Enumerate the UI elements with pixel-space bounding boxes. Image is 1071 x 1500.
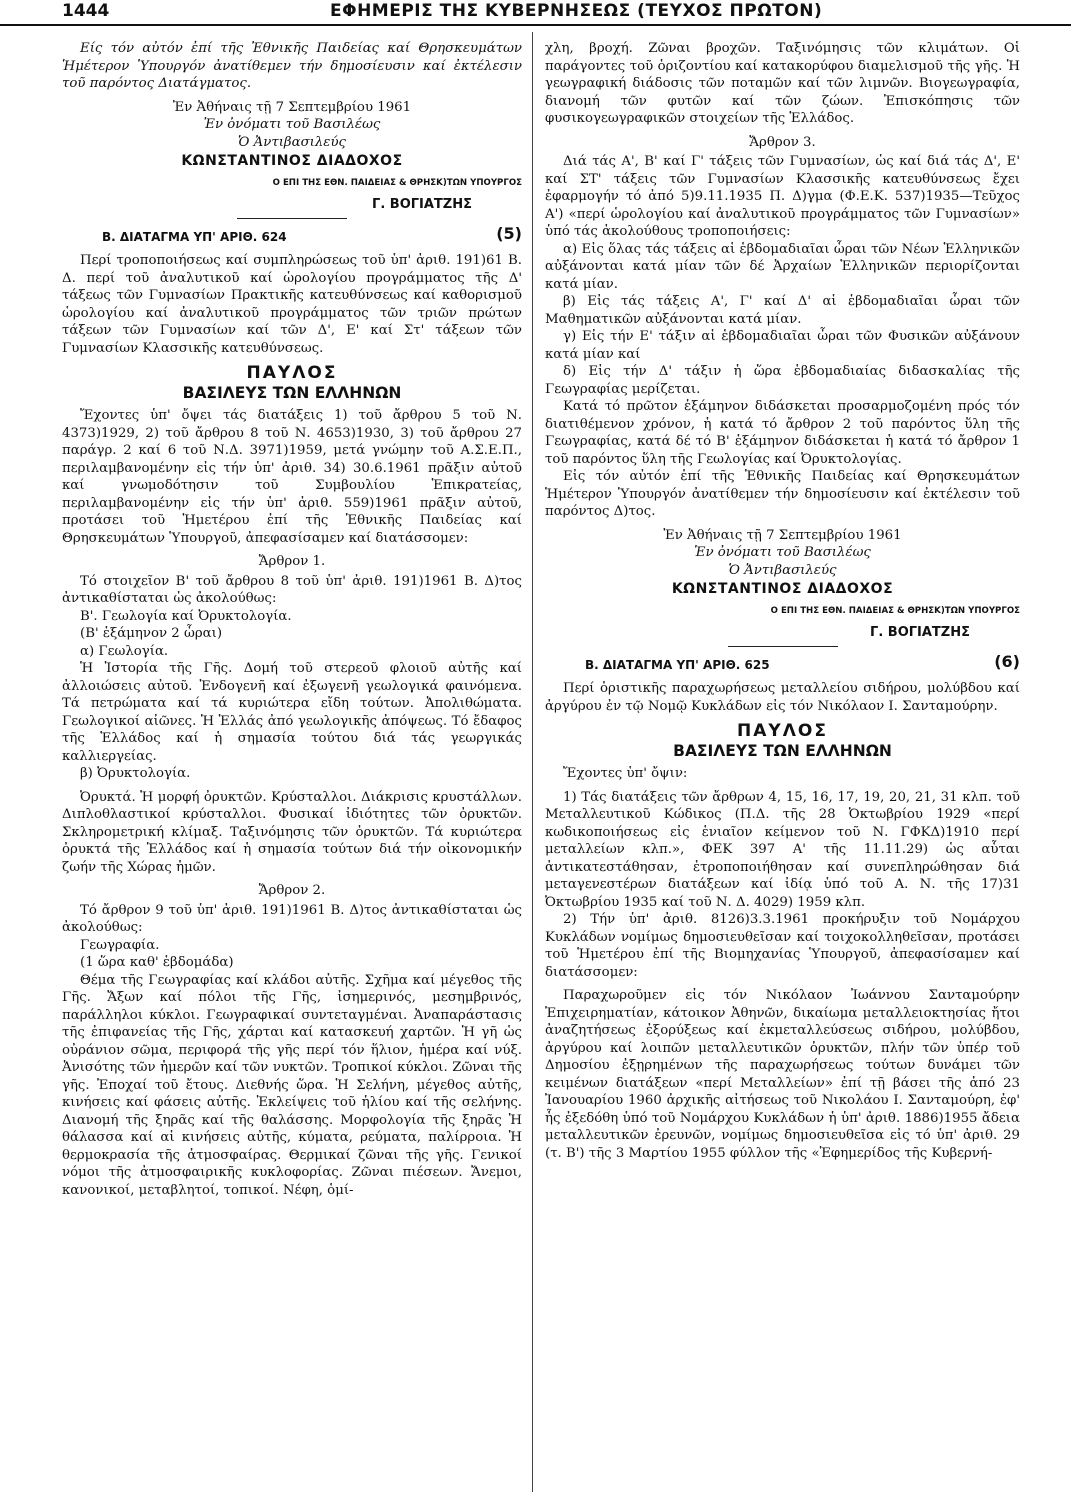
preamble: Ἔχοντες ὑπ' ὄψει τάς διατάξεις 1) τοῦ ἄρθρου 5 τοῦ Ν. 4373)1929, 2) τοῦ ἄρθρου 8 τοῦ Ν. 4653)1930, 3) τοῦ ἄρθρου 27 παράγρ. 2 καί 6 τοῦ Ν.Δ. 3971)1959, μετά γνώμην τοῦ Α.Σ.Ε.Π., περιλαμβανομένην εἰς τήν ὑπ' ἀριθ. 34) 30.6.1961 πρᾶξιν αὐτοῦ καί γνωμοδότησιν τοῦ Συμβουλίου Ἐπικρατείας, περιλαμβανομένην εἰς τήν ὑπ' ἀριθ. 559)1961 πρᾶξιν αὐτοῦ, προτάσει τοῦ Ἡμετέρου ἐπί τῆς Ἐθνικῆς Παιδείας καί Θρησκευμάτων Ὑπουργοῦ, ἀπεφασίσαμεν καί διατάσσομεν: [62, 408, 522, 546]
regent-name-2: ΚΩΝΣΤΑΝΤΙΝΟΣ ΔΙΑΔΟΧΟΣ [671, 581, 894, 597]
king-name: ΠΑΥΛΟΣ [246, 363, 338, 383]
regard-2: 2) Τήν ὑπ' ἀριθ. 8126)3.3.1961 προκήρυξιν τοῦ Νομάρχου Κυκλάδων νομίμως δημοσιευθεῖσαν καί τοιχοκολληθεῖσαν, προτάσει τοῦ Ἡμετέρου ἐπί τῆς Βιομηχανίας Ὑπουργοῦ, ἀπεφασίσαμεν καί διατάσσομεν: [545, 912, 1020, 980]
continued-text: χλη, βροχή. Ζῶναι βροχῶν. Ταξινόμησις τῶν κλιμάτων. Οἱ παράγοντες τοῦ ὁριζοντίου καί κατακορύφου διαμελισμοῦ τῆς γῆς. Ἡ γεωγραφική διάδοσις τῶν ποταμῶν καί τῶν λιμνῶν. Βιογεωγραφία, διανομή τῶν φυτῶν καί τῶν ζώων. Ἐπισκόπησις τῶν φυσικογεωγραφικῶν στοιχείων τῆς Ἑλλάδος. [545, 41, 1020, 126]
article-3-text: Διά τάς Α', Β' καί Γ' τάξεις τῶν Γυμνασίων, ὡς καί διά τάς Δ', Ε' καί ΣΤ' τάξεις τῶν Γυμνασίων Κλασσικῆς κατευθύνσεως ἔχει ἐφαρμογήν τό ἀπό 5)9.11.1935 Π. Δ)γμα (Φ.Ε.Κ. 537)1935—Τεῦχος Α') «περί ὡρολογίου καί ἀναλυτικοῦ προγράμματος τῶν Γυμνασίων» ὑπό τάς ἀκολούθους τροποποιήσεις: [545, 154, 1020, 239]
decree-subject-2: Περί ὁριστικῆς παραχωρήσεως μεταλλείου σιδήρου, μολύβδου καί ἀργύρου ἐν τῷ Νομῷ Κυκλάδων εἰς τόν Νικόλαον Ι. Σανταμούρην. [545, 681, 1020, 714]
regard-1: 1) Τάς διατάξεις τῶν ἄρθρων 4, 15, 16, 17, 19, 20, 21, 31 κλπ. τοῦ Μεταλλευτικοῦ Κώδικος (Π.Δ. τῆς 28 Ὀκτωβρίου 1929 «περί κωδικοποιήσεως εἰς ἑνιαῖον κείμενον τοῦ Ν. ΓΦΚΔ)1910 περί μεταλλείων κλπ.», ΦΕΚ 397 Α' τῆς 11.11.29) ὡς αὗται ἀντικατεστάθησαν, ἐτροποποιήθησαν καί συνεπληρώθησαν διά μεταγενεστέρων διατάξεων καί ἰδίᾳ ὑπό τοῦ Α. Ν. τῆς 17)31 Ὀκτωβρίου 1935 καί τοῦ Ν. Δ. 4029) 1959 κλπ. [545, 789, 1020, 910]
left-column [62, 40, 522, 1199]
minister-title: Ο ΕΠΙ ΤΗΣ ΕΘΝ. ΠΑΙΔΕΙΑΣ & ΘΡΗΣΚ)ΤΩΝ ΥΠΟΥΡΓΟΣ [272, 177, 522, 188]
minister-name-2: Γ. ΒΟΓΙΑΤΖΗΣ [870, 625, 970, 640]
execution-clause: Εἰς τόν αὐτόν ἐπί τῆς Ἐθνικῆς Παιδείας καί Θρησκευμάτων Ἡμέτερον Ὑπουργόν ἀνατίθεμεν τήν δημοσίευσιν καί ἐκτέλεσιν τοῦ παρόντος Δ)τος. [545, 469, 1020, 519]
amendment-a: α) Εἰς ὅλας τάς τάξεις αἱ ἑβδομαδιαῖαι ὧραι τῶν Νέων Ἑλληνικῶν αὐξάνονται κατά μίαν τῶν δέ Ἀρχαίων Ἑλληνικῶν περιορίζονται κατά μίαν. [545, 241, 1020, 292]
article-1-geology: α) Γεωλογία. [80, 643, 169, 659]
grant-paragraph: Παραχωροῦμεν εἰς τόν Νικόλαον Ἰωάννου Σανταμούρην Ἐπιχειρηματίαν, κάτοικον Ἀθηνῶν, δικαίωμα μεταλλειοκτησίας ἤτοι ἀναζητήσεως ἐξορύξεως καί ἐκμεταλλεύσεως σιδήρου, μολύβδου, ἀργύρου καί λοιπῶν μεταλλευτικῶν ὀρυκτῶν, πλήν τῶν ὑπέρ τοῦ Δημοσίου ἐξῃρημένων τῆς παραχωρήσεως τούτων δυνάμει τῶν κειμένων διατάξεων «περί Μεταλλείων» ἐπί τῇ βάσει τῆς ἀπό 23 Ἰανουαρίου 1960 ἀρχικῆς αἰτήσεως τοῦ Νικολάου Ι. Σανταμούρη, ἐφ' ἧς ἐξεδόθη ὑπό τοῦ Νομάρχου Κυκλάδων ἡ ὑπ' ἀριθ. 1886)1955 ἄδεια μεταλλευτικῶν ἐρευνῶν, νομίμως δημοσιευθεῖσα εἰς τό ὑπ' ἀριθ. 29 (τ. Β') τῆς 3 Μαρτίου 1955 φύλλον τῆς «Ἐφημερίδος τῆς Κυβερνή- [545, 988, 1020, 1161]
article-1-heading: Ἄρθρον 1. [258, 554, 326, 569]
decree-number-2: (6) [994, 651, 1020, 671]
amendment-b: β) Εἰς τάς τάξεις Α', Γ' καί Δ' αἱ ἑβδομαδιαῖαι ὧραι τῶν Μαθηματικῶν αὐξάνονται κατά μίαν. [545, 294, 1020, 327]
minister-title-2: Ο ΕΠΙ ΤΗΣ ΕΘΝ. ΠΑΙΔΕΙΑΣ & ΘΡΗΣΚ)ΤΩΝ ΥΠΟΥΡΓΟΣ [770, 605, 1020, 616]
article-1-subject: Β'. Γεωλογία καί Ὀρυκτολογία. [80, 608, 292, 624]
signing-date-2: Ἐν Ἀθήναις τῇ 7 Σεπτεμβρίου 1961 [663, 527, 902, 543]
minister-name: Γ. ΒΟΓΙΑΤΖΗΣ [372, 197, 472, 212]
article-1-semester: (Β' ἑξάμηνον 2 ὧραι) [80, 626, 223, 641]
article-3-heading: Ἄρθρον 3. [749, 134, 816, 150]
king-title: ΒΑΣΙΛΕΥΣ ΤΩΝ ΕΛΛΗΝΩΝ [182, 384, 402, 402]
page-header [0, 0, 1071, 26]
running-head: ΕΦΗΜΕΡΙΣ ΤΗΣ ΚΥΒΕΡΝΗΣΕΩΣ (ΤΕΥΧΟΣ ΠΡΩΤΟΝ) [330, 1, 823, 21]
separator-rule-2 [728, 646, 838, 647]
right-column [545, 40, 1020, 1162]
decree-subject: Περί τροποποιήσεως καί συμπληρώσεως τοῦ ὑπ' ἀριθ. 191)61 Β. Δ. περί τοῦ ἀναλυτικοῦ καί ὡρολογίου προγράμματος τῆς Δ' τάξεως τῶν Γυμνασίων Πρακτικῆς κατευθύνσεως καί καθορισμοῦ ὡρολογίου καί ἀναλυτικοῦ προγράμματος τῶν τριῶν πρώτων τάξεων τῶν Γυμνασίων καί τῶν Δ', Ε' καί Στ' τάξεων τῶν Γυμνασίων Κλασσικῆς κατευθύνσεως. [62, 253, 522, 356]
in-name-of-king-2: Ἐν ὀνόματι τοῦ Βασιλέως [694, 545, 871, 560]
regent-label-2: Ὁ Ἀντιβασιλεύς [728, 562, 837, 578]
regent-label: Ὁ Ἀντιβασιλεύς [238, 134, 346, 150]
semester-text: Κατά τό πρῶτον ἑξάμηνον διδάσκεται προσαρμοζομένη πρός τόν διατιθέμενον χρόνον, ἡ κατά τό ἄρθρον 2 τοῦ παρόντος ὕλη τῆς Γεωγραφίας, κατά δέ τό Β' ἑξάμηνον διδάσκεται ἡ κατά τό ἄρθρον 1 τοῦ παρόντος ὕλη τῆς Γεωλογίας καί Ὀρυκτολογίας. [545, 399, 1020, 467]
king-name-2: ΠΑΥΛΟΣ [737, 721, 828, 741]
article-2-text: Τό ἄρθρον 9 τοῦ ὑπ' ἀριθ. 191)1961 Β. Δ)τος ἀντικαθίσταται ὡς ἀκολούθως: [62, 902, 522, 935]
in-name-of-king: Ἐν ὀνόματι τοῦ Βασιλέως [203, 117, 381, 132]
article-2-hours: (1 ὥρα καθ' ἑβδομάδα) [80, 955, 234, 970]
decree-title-2 [585, 651, 1020, 675]
king-title-2: ΒΑΣΙΛΕΥΣ ΤΩΝ ΕΛΛΗΝΩΝ [673, 742, 892, 760]
article-1-mineralogy: β) Ὀρυκτολογία. [80, 766, 191, 781]
article-1-mineralogy-text: Ὀρυκτά. Ἡ μορφή ὀρυκτῶν. Κρύσταλλοι. Διάκρισις κρυστάλλων. Διπλοθλαστικοί κρύσταλλοι. Φυσικαί ἰδιότητες τῶν ὀρυκτῶν. Σκληρομετρική κλίμαξ. Ταξινόμησις τῶν ὀρυκτῶν. Τά κυριώτερα ὀρυκτά τῆς Ἑλλάδος καί ἡ σημασία τούτων διά τήν οἰκονομικήν ζωήν τῆς Χώρας ἡμῶν. [62, 789, 522, 875]
decree-number: (5) [496, 223, 522, 243]
regent-name: ΚΩΝΣΤΑΝΤΙΝΟΣ ΔΙΑΔΟΧΟΣ [181, 153, 403, 169]
signing-date: Ἐν Ἀθήναις τῇ 7 Σεπτεμβρίου 1961 [172, 99, 412, 115]
article-2-geography: Γεωγραφία. [80, 937, 160, 953]
closing-paragraph: Είς τόν αὐτόν ἐπί τῆς Ἐθνικῆς Παιδείας καί Θρησκευμάτων Ἡμέτερον Ὑπουργόν ἀνατίθεμεν τήν δημοσίευσιν καί ἐκτέλεσιν τοῦ παρόντος Διατάγματος. [62, 41, 522, 91]
having-regard: Ἔχοντες ὑπ' ὄψιν: [563, 766, 688, 781]
page-number: 1444 [62, 1, 110, 21]
amendment-g: γ) Εἰς τήν Ε' τάξιν αἱ ἑβδομαδιαῖαι ὧραι τῶν Φυσικῶν αὐξάνουν κατά μίαν καί [545, 329, 1020, 362]
decree-title-2-text: Β. ΔΙΑΤΑΓΜΑ ΥΠ' ΑΡΙΘ. 625 [585, 657, 770, 672]
article-1-geology-text: Ἡ Ἱστορία τῆς Γῆς. Δομή τοῦ στερεοῦ φλοιοῦ αὐτῆς καί ἀλλοιώσεις αὐτοῦ. Ἐνδογενῆ καί ἐξωγενῆ γεωλογικά φαινόμενα. Τά πετρώματα καί τά κυριώτερα εἴδη τούτων. Ἀπολιθώματα. Γεωλογικοί αἰῶνες. Ἡ Ἑλλάς ἀπό γεωλογικῆς ἀπόψεως. Τό ἔδαφος τῆς Ἑλλάδος καί ἡ σημασία τούτου διά τάς γεωργικάς καλλιεργείας. [62, 661, 522, 764]
article-1-text: Τό στοιχεῖον Β' τοῦ ἄρθρου 8 τοῦ ὑπ' ἀριθ. 191)1961 Β. Δ)τος ἀντικαθίσταται ὡς ἀκολούθως: [62, 573, 522, 606]
decree-title [102, 223, 522, 247]
article-2-body: Θέμα τῆς Γεωγραφίας καί κλάδοι αὐτῆς. Σχῆμα καί μέγεθος τῆς Γῆς. Ἄξων καί πόλοι τῆς Γῆς, ἰσημερινός, μεσημβρινός, παράλληλοι κύκλοι. Γεωγραφικαί συντεταγμέναι. Ἀναπαράστασις τῆς ἐπιφανείας τῆς Γῆς, χάρται καί κατασκευή χαρτῶν. Ἡ γῆ ὡς οὐράνιον σῶμα, περιφορά τῆς γῆς περί τόν ἥλιον, ἡμέρα καί νύξ. Ἀνισότης τῶν ἡμερῶν καί τῶν νυκτῶν. Τροπικοί κύκλοι. Ζῶναι τῆς γῆς. Ἐποχαί τοῦ ἔτους. Διεθνής ὥρα. Ἡ Σελήνη, μέγεθος αὐτῆς, κινήσεις καί φάσεις αὐτῆς. Ἐκλείψεις τοῦ ἡλίου καί τῆς σελήνης. Διανομή τῆς ξηρᾶς καί τῆς θαλάσσης. Μορφολογία τῆς ξηρᾶς Ἡ θάλασσα καί αἱ κινήσεις αὐτῆς, κύματα, ρεύματα, παλίρροια. Ἡ θερμοκρασία τῆς ἀτμοσφαίρας. Θερμικαί ζῶναι τῆς γῆς. Γενικοί νόμοι τῆς ἀτμοσφαιρικῆς κυκλοφορίας. Ζῶναι πιέσεων. Ἄνεμοι, κανονικοί, μεταβλητοί, τοπικοί. Νέφη, ὁμί- [62, 972, 522, 1198]
separator-rule [237, 218, 347, 219]
article-2-heading: Ἄρθρον 2. [258, 883, 326, 898]
decree-title-text: Β. ΔΙΑΤΑΓΜΑ ΥΠ' ΑΡΙΘ. 624 [102, 229, 287, 244]
amendment-d: δ) Εἰς τήν Δ' τάξιν ἡ ὥρα ἑβδομαδιαίας διδασκαλίας τῆς Γεωγραφίας μερίζεται. [545, 364, 1020, 397]
column-divider [532, 32, 533, 1492]
